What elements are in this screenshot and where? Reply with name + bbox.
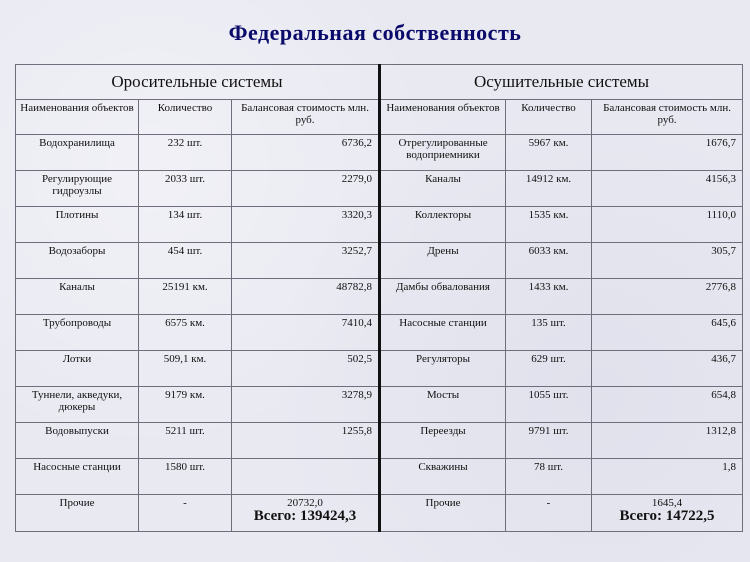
irrigation-value-cell: [232, 387, 380, 423]
irrigation-value-cell: [232, 351, 380, 387]
drainage-name-cell: [380, 459, 506, 495]
irrigation-value-cell-text: 3278,9: [341, 389, 373, 401]
drainage-quantity-cell-text: 78 шт.: [534, 461, 563, 473]
irrigation-name-cell-text: Водохранилища: [39, 137, 115, 149]
drainage-name-cell: [380, 387, 506, 423]
irrigation-quantity-cell: [139, 459, 232, 495]
drainage-name-cell-text: Дрены: [427, 245, 459, 257]
drainage-name-cell: [380, 351, 506, 387]
irrigation-quantity-cell-text: 2033 шт.: [165, 173, 205, 185]
drainage-name-cell-text: Каналы: [425, 173, 461, 185]
drainage-value-cell: [592, 315, 743, 351]
drainage-name-header: Наименования объектов: [380, 100, 506, 135]
irrigation-name-cell: [16, 495, 139, 532]
irrigation-value-cell: [232, 135, 380, 171]
irrigation-value-cell-text: 1255,8: [341, 425, 373, 437]
irrigation-quantity-cell: [139, 279, 232, 315]
irrigation-value-cell: [232, 315, 380, 351]
irrigation-quantity-cell-text: 1580 шт.: [165, 461, 205, 473]
irrigation-value-cell: [232, 207, 380, 243]
irrigation-value-cell-text: 6736,2: [341, 137, 373, 149]
drainage-quantity-cell-text: 1535 км.: [528, 209, 569, 221]
irrigation-name-cell: [16, 315, 139, 351]
irrigation-name-cell-text: Регулирующие гидроузлы: [41, 173, 113, 197]
irrigation-name-cell-text: Водозаборы: [48, 245, 106, 257]
drainage-name-cell-text: Скважины: [418, 461, 468, 473]
drainage-value-cell: [592, 243, 743, 279]
irrigation-group-title: Оросительные системы: [16, 65, 380, 100]
irrigation-name-cell: [16, 351, 139, 387]
drainage-name-cell-text: Коллекторы: [414, 209, 472, 221]
drainage-quantity-cell: [506, 351, 592, 387]
table-row: [16, 207, 743, 243]
table-row: [16, 279, 743, 315]
drainage-name-cell: [380, 279, 506, 315]
drainage-value-cell: [592, 171, 743, 207]
irrigation-name-cell-text: Прочие: [59, 497, 95, 509]
drainage-quantity-cell-text: 9791 шт.: [528, 425, 569, 437]
drainage-value-cell: [592, 459, 743, 495]
table-row: [16, 495, 743, 532]
irrigation-name-cell: [16, 423, 139, 459]
table-row: [16, 135, 743, 171]
irrigation-quantity-cell: [139, 423, 232, 459]
irrigation-name-cell-text: Водовыпуски: [45, 425, 109, 437]
irrigation-quantity-cell-text: -: [183, 497, 187, 509]
irrigation-quantity-header: Количество: [139, 100, 232, 135]
irrigation-quantity-cell-text: 5211 шт.: [165, 425, 205, 437]
irrigation-name-cell-text: Лотки: [62, 353, 92, 365]
irrigation-quantity-cell: [139, 387, 232, 423]
drainage-quantity-cell-text: 629 шт.: [531, 353, 566, 365]
irrigation-value-cell: [232, 423, 380, 459]
irrigation-name-header: Наименования объектов: [16, 100, 139, 135]
irrigation-value-cell-text: 2279,0: [341, 173, 373, 185]
drainage-value-cell: [592, 495, 743, 532]
irrigation-name-cell-text: Каналы: [59, 281, 95, 293]
drainage-name-cell: [380, 135, 506, 171]
table-row: [16, 387, 743, 423]
irrigation-value-cell: [232, 243, 380, 279]
irrigation-name-cell-text: Плотины: [55, 209, 99, 221]
drainage-name-cell: [380, 315, 506, 351]
irrigation-name-cell-text: Насосные станции: [33, 461, 121, 473]
drainage-value-cell: [592, 351, 743, 387]
drainage-quantity-cell-text: 14912 км.: [525, 173, 572, 185]
table-row: [16, 315, 743, 351]
drainage-quantity-cell: [506, 423, 592, 459]
irrigation-value-cell-text: 3320,3: [341, 209, 373, 221]
irrigation-quantity-cell-text: 6575 км.: [165, 317, 205, 329]
table-row: [16, 459, 743, 495]
drainage-quantity-cell: [506, 279, 592, 315]
drainage-quantity-cell: [506, 387, 592, 423]
irrigation-name-cell: [16, 243, 139, 279]
irrigation-name-cell-text: Туннели, акведуки, дюкеры: [31, 389, 123, 413]
drainage-name-cell-text: Прочие: [425, 497, 461, 509]
irrigation-name-cell: [16, 135, 139, 171]
irrigation-quantity-cell-text: 134 шт.: [167, 209, 203, 221]
drainage-value-cell-text: 4156,3: [705, 173, 737, 185]
drainage-value-cell-text: 1676,7: [705, 137, 737, 149]
drainage-value-cell-text: 1,8: [722, 461, 737, 473]
drainage-name-cell: [380, 171, 506, 207]
drainage-value-cell: [592, 279, 743, 315]
drainage-value-cell-text: 645,6: [711, 317, 737, 329]
table-row: [16, 423, 743, 459]
irrigation-quantity-cell: [139, 135, 232, 171]
irrigation-quantity-cell-text: 9179 км.: [165, 389, 205, 401]
irrigation-name-cell: [16, 387, 139, 423]
irrigation-value-cell-text: 48782,8: [336, 281, 373, 293]
irrigation-value-cell: [232, 279, 380, 315]
irrigation-quantity-cell: [139, 495, 232, 532]
drainage-name-cell-text: Отрегулированные водоприемники: [398, 137, 488, 161]
drainage-group-title: Осушительные системы: [380, 65, 743, 100]
federal-property-table: [15, 64, 743, 532]
irrigation-quantity-cell-text: 509,1 км.: [163, 353, 207, 365]
irrigation-quantity-cell-text: 25191 км.: [162, 281, 208, 293]
drainage-value-cell: [592, 423, 743, 459]
irrigation-quantity-cell: [139, 351, 232, 387]
drainage-quantity-cell: [506, 207, 592, 243]
drainage-name-cell-text: Регуляторы: [416, 353, 471, 365]
irrigation-quantity-cell-text: 232 шт.: [167, 137, 203, 149]
drainage-value-cell-text: 436,7: [711, 353, 737, 365]
drainage-quantity-header: Количество: [506, 100, 592, 135]
drainage-quantity-cell: [506, 243, 592, 279]
drainage-name-cell-text: Насосные станции: [399, 317, 487, 329]
irrigation-value-cell-text: 502,5: [347, 353, 373, 365]
drainage-name-cell: [380, 423, 506, 459]
drainage-quantity-cell: [506, 315, 592, 351]
irrigation-quantity-cell: [139, 315, 232, 351]
irrigation-quantity-cell-text: 454 шт.: [167, 245, 203, 257]
drainage-quantity-cell-text: 135 шт.: [531, 317, 566, 329]
drainage-quantity-cell-text: 6033 км.: [528, 245, 569, 257]
drainage-value-cell: [592, 387, 743, 423]
irrigation-name-cell-text: Трубопроводы: [42, 317, 112, 329]
table-row: [16, 351, 743, 387]
drainage-value-header: Балансовая стоимость млн. руб.: [592, 100, 743, 135]
drainage-value-cell: [592, 135, 743, 171]
drainage-value-cell: [592, 207, 743, 243]
drainage-name-cell-text: Дамбы обвалования: [396, 281, 490, 293]
irrigation-name-cell: [16, 207, 139, 243]
drainage-name-cell: [380, 207, 506, 243]
irrigation-value-cell: [232, 495, 380, 532]
column-header-row: [16, 100, 743, 135]
irrigation-value-header: Балансовая стоимость млн. руб.: [232, 100, 380, 135]
irrigation-quantity-cell: [139, 171, 232, 207]
drainage-quantity-cell: [506, 459, 592, 495]
irrigation-total: Всего: 139424,3: [253, 508, 357, 524]
drainage-name-cell: [380, 495, 506, 532]
irrigation-name-cell: [16, 459, 139, 495]
page-title: Федеральная собственность: [228, 20, 522, 45]
irrigation-quantity-cell: [139, 207, 232, 243]
irrigation-value-cell-text: 7410,4: [341, 317, 373, 329]
drainage-quantity-cell: [506, 171, 592, 207]
drainage-value-cell-text: 305,7: [711, 245, 737, 257]
drainage-quantity-cell-text: 1433 км.: [528, 281, 569, 293]
drainage-name-cell-text: Переезды: [420, 425, 466, 437]
drainage-quantity-cell-text: 1055 шт.: [528, 389, 569, 401]
irrigation-value-cell: [232, 459, 380, 495]
drainage-value-cell-text: 654,8: [711, 389, 737, 401]
drainage-value-cell-text: 1645,4: [651, 497, 683, 509]
irrigation-name-cell: [16, 279, 139, 315]
group-header-row: [16, 65, 743, 100]
drainage-value-cell-text: 1312,8: [705, 425, 737, 437]
irrigation-value-cell: [232, 171, 380, 207]
drainage-quantity-cell: [506, 495, 592, 532]
drainage-value-cell-text: 2776,8: [705, 281, 737, 293]
irrigation-name-cell: [16, 171, 139, 207]
irrigation-value-cell-text: 20732,0: [287, 497, 323, 509]
drainage-quantity-cell-text: -: [546, 497, 551, 509]
drainage-name-cell: [380, 243, 506, 279]
drainage-quantity-cell: [506, 135, 592, 171]
irrigation-value-cell-text: 3252,7: [341, 245, 373, 257]
irrigation-quantity-cell: [139, 243, 232, 279]
drainage-total: Всего: 14722,5: [619, 508, 715, 524]
drainage-value-cell-text: 1110,0: [706, 209, 737, 221]
table-row: [16, 243, 743, 279]
drainage-name-cell-text: Мосты: [426, 389, 460, 401]
drainage-quantity-cell-text: 5967 км.: [528, 137, 569, 149]
table-row: [16, 171, 743, 207]
